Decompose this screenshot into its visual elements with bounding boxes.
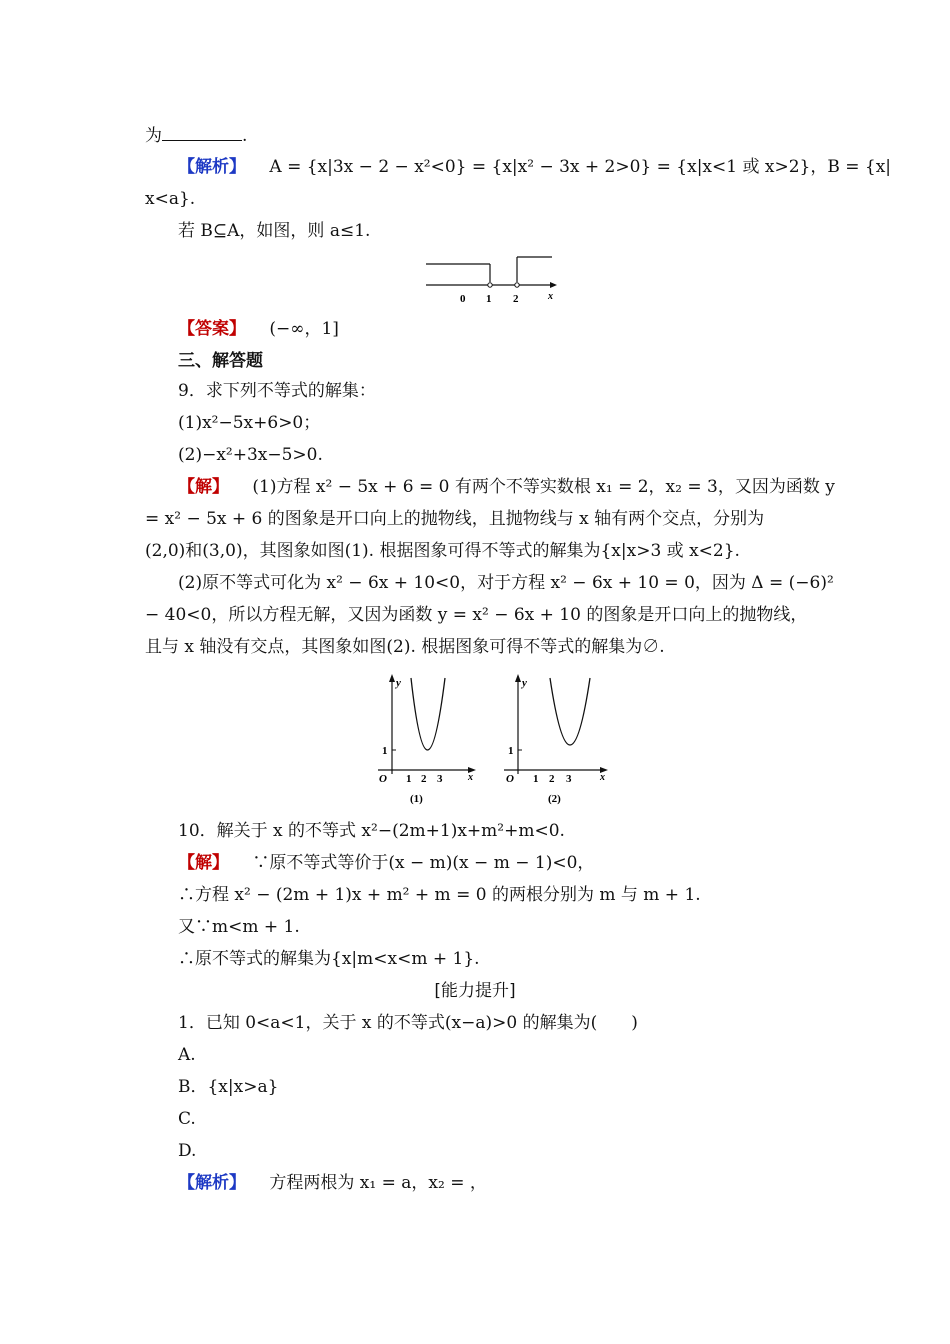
q9-stem: 9．求下列不等式的解集： <box>178 381 376 401</box>
axis-arrow-icon <box>550 282 557 288</box>
q9-part1: (1)x²−5x+6>0； <box>178 413 321 433</box>
label-x: x <box>548 291 553 302</box>
analysis-tag: 【解析】 <box>178 1173 246 1193</box>
q10-solution-line3: 又∵m<m + 1. <box>178 917 300 937</box>
q8-prefix: 为 <box>145 126 162 146</box>
ability-section-title: [能力提升] <box>434 981 516 1001</box>
x-label: x <box>600 772 605 783</box>
parabola-graph-1 <box>368 672 480 810</box>
label-2: 2 <box>513 293 519 305</box>
q8-analysis-line2: x<a}. <box>145 189 196 209</box>
a1-stem: 1．已知 0<a<1，关于 x 的不等式(x−a)>0 的解集为( ) <box>178 1013 638 1033</box>
parabola-curve-2 <box>550 678 590 745</box>
x-tick-1: 1 <box>533 773 539 785</box>
q9-solution-line1 <box>178 476 835 498</box>
q10-solution-line4: ∴原不等式的解集为{x|m<x<m + 1}. <box>178 949 480 969</box>
solution-tag: 【解】 <box>178 477 229 497</box>
parabola-curve-1 <box>411 678 445 750</box>
q9-part2: (2)−x²+3x−5>0. <box>178 445 323 465</box>
open-point-1 <box>488 283 492 287</box>
option-a: A. <box>178 1045 196 1065</box>
q9-solution-line6: 且与 x 轴没有交点，其图象如图(2). 根据图象可得不等式的解集为∅. <box>145 637 665 657</box>
solution-text: ∵原不等式等价于(x − m)(x − m − 1)<0， <box>252 853 595 873</box>
q9-solution-line3: (2,0)和(3,0)，其图象如图(1). 根据图象可得不等式的解集为{x|x>3 或 x<2}. <box>145 541 740 561</box>
q9-solution-line2: = x² − 5x + 6 的图象是开口向上的抛物线，且抛物线与 x 轴有两个交点，分别为 <box>145 509 765 529</box>
y-label: y <box>396 677 401 689</box>
label-1: 1 <box>486 293 492 305</box>
y-axis-arrow-icon <box>389 674 395 682</box>
q9-solution-line4: (2)原不等式可化为 x² − 6x + 10<0，对于方程 x² − 6x + 10 = 0，因为 Δ = (−6)² <box>178 573 834 593</box>
x-tick-1: 1 <box>406 773 412 785</box>
q9-solution-line5: − 40<0，所以方程无解，又因为函数 y = x² − 6x + 10 的图象是开口向上的抛物线， <box>145 605 808 625</box>
answer-tag: 【答案】 <box>178 319 246 339</box>
a1-analysis <box>178 1172 487 1194</box>
option-d: D. <box>178 1141 197 1161</box>
y-tick-label: 1 <box>508 745 514 757</box>
option-b: B．{x|x>a} <box>178 1077 279 1097</box>
number-line-figure <box>420 252 570 308</box>
x-tick-2: 2 <box>549 773 555 785</box>
label-0: 0 <box>460 293 466 305</box>
analysis-text: A = {x|3x − 2 − x²<0} = {x|x² − 3x + 2>0} = {x|x<1 或 x>2}，B = {x| <box>269 157 892 177</box>
answer-blank <box>162 124 242 141</box>
y-label: y <box>522 677 527 689</box>
figure-caption-1: (1) <box>410 793 423 805</box>
figure-caption-2: (2) <box>548 793 561 805</box>
option-c: C. <box>178 1109 196 1129</box>
x-tick-3: 3 <box>437 773 443 785</box>
section-title: 三、解答题 <box>178 351 263 371</box>
y-axis-arrow-icon <box>515 674 521 682</box>
origin-label: O <box>379 773 387 785</box>
q8-analysis-line1 <box>178 156 891 178</box>
q8-blank-line <box>145 124 247 147</box>
open-point-2 <box>515 283 519 287</box>
answer-text: (−∞，1] <box>269 319 339 339</box>
q10-solution-line2: ∴方程 x² − (2m + 1)x + m² + m = 0 的两根分别为 m 与 m + 1. <box>178 885 701 905</box>
q8-answer <box>178 318 339 340</box>
solution-text: (1)方程 x² − 5x + 6 = 0 有两个不等实数根 x₁ = 2，x₂ = 3，又因为函数 y <box>252 477 835 497</box>
origin-label: O <box>506 773 514 785</box>
parabola-graph-2 <box>500 672 612 810</box>
solution-tag: 【解】 <box>178 853 229 873</box>
q8-suffix: . <box>242 126 248 146</box>
analysis-tag: 【解析】 <box>178 157 246 177</box>
x-label: x <box>468 772 473 783</box>
analysis-text: 方程两根为 x₁ = a，x₂ = ， <box>269 1173 487 1193</box>
q10-solution-line1 <box>178 852 594 874</box>
y-tick-label: 1 <box>382 745 388 757</box>
x-tick-2: 2 <box>421 773 427 785</box>
x-tick-3: 3 <box>566 773 572 785</box>
q10-stem: 10．解关于 x 的不等式 x²−(2m+1)x+m²+m<0. <box>178 821 565 841</box>
q8-analysis-line3: 若 B⊆A，如图，则 a≤1. <box>178 221 371 241</box>
